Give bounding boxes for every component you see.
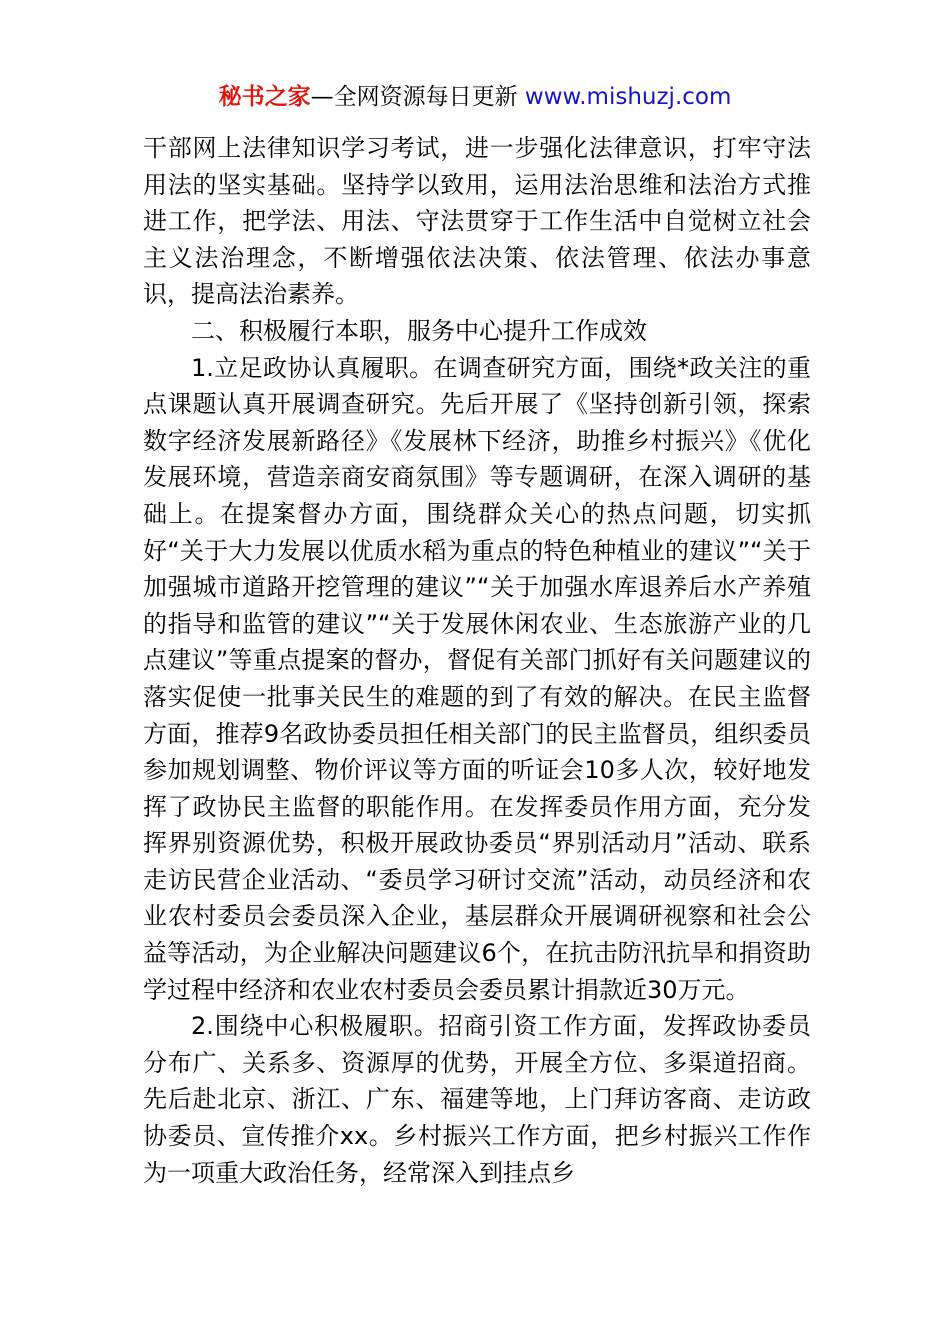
- paragraph-item-1: 1.立足政协认真履职。在调查研究方面，围绕*政关注的重点课题认真开展调查研究。先后开展了《坚持创新引领，探索数字经济发展新路径》《发展林下经济，助推乡村振兴》《优化发展环境，营造亲商安商氛围》等专题调研，在深入调研的基础上。在提案督办方面，围绕群众关心的热点问题，切实抓好“关于大力发展以优质水稻为重点的特色种植业的建议”“关于加强城市道路开挖管理的建议”“关于加强水库退养后水产养殖的指导和监管的建议”“关于发展休闲农业、生态旅游产业的几点建议”等重点提案的督办，督促有关部门抓好有关问题建议的落实促使一批事关民生的难题的到了有效的解决。在民主监督方面，推荐9名政协委员担任相关部门的民主监督员，组织委员参加规划调整、物价评议等方面的听证会10多人次，较好地发挥了政协民主监督的职能作用。在发挥委员作用方面，充分发挥界别资源优势，积极开展政协委员“界别活动月”活动、联系走访民营企业活动、“委员学习研讨交流”活动，动员经济和农业农村委员会委员深入企业，基层群众开展调研视察和社会公益等活动，为企业解决问题建议6个，在抗击防汛抗旱和捐资助学过程中经济和农业农村委员会委员累计捐款近30万元。: [143, 353, 811, 1004]
- site-header: [0, 80, 950, 114]
- paragraph-item-2: 2.围绕中心积极履职。招商引资工作方面，发挥政协委员分布广、关系多、资源厚的优势，开展全方位、多渠道招商。先后赴北京、浙江、广东、福建等地，上门拜访客商、走访政协委员、宣传推介xx。乡村振兴工作方面，把乡村振兴工作作为一项重大政治任务，经常深入到挂点乡: [143, 1012, 811, 1187]
- site-url-link[interactable]: www.mishuzj.com: [524, 84, 732, 110]
- paragraph-continuation: 干部网上法律知识学习考试，进一步强化法律意识，打牢守法用法的坚实基础。坚持学以致用，运用法治思维和法治方式推进工作，把学法、用法、守法贯穿于工作生活中自觉树立社会主义法治理念，不断增强依法决策、依法管理、依法办事意识，提高法治素养。: [143, 134, 811, 309]
- document-body: [143, 130, 811, 1191]
- brand-name: 秘书之家: [218, 84, 311, 110]
- section-heading: 二、积极履行本职，服务中心提升工作成效: [191, 316, 647, 345]
- header-tagline: —全网资源每日更新: [310, 84, 518, 110]
